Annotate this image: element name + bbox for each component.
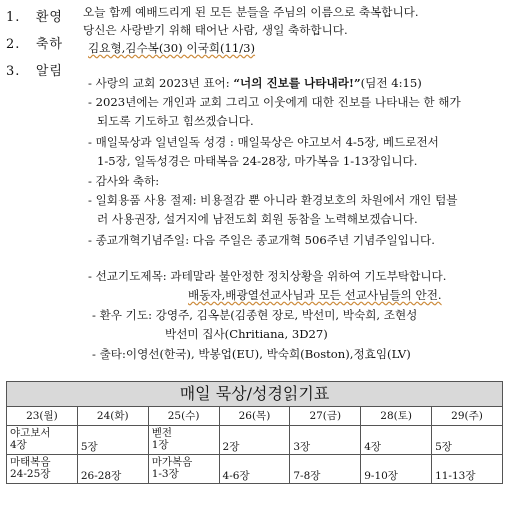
table-cell: 7-8장 — [290, 455, 361, 484]
table-cell: 5장 — [432, 426, 503, 455]
table-cell: 4장 — [361, 426, 432, 455]
table-cell: 26-28장 — [77, 455, 148, 484]
motto-text: “너의 진보를 나타내라!” — [233, 76, 361, 90]
notice-line: - 2023년에는 개인과 교회 그리고 이웃에게 대한 진보를 나타내는 한 해가 — [88, 95, 461, 109]
welcome-line: 오늘 함께 예배드리게 된 모든 분들을 주님의 이름으로 축복합니다. — [83, 5, 419, 19]
church-motto — [88, 74, 422, 92]
patient-prayer-cont: 박선미 집사(Chritiana, 3D27) — [165, 327, 328, 341]
birthday-message: 당신은 사랑받기 위해 태어난 사람, 생일 축하합니다. — [83, 23, 348, 37]
reading-table — [6, 381, 503, 484]
table-cell: 3장 — [290, 426, 361, 455]
section-label: 환영 — [35, 10, 63, 25]
table-cell: 9-10장 — [361, 455, 432, 484]
section-label: 축하 — [35, 37, 63, 52]
notice-line: 되도록 기도하고 힘쓰겠습니다. — [97, 114, 254, 128]
table-cell: 야고보서 4장 — [7, 426, 78, 455]
day-header: 26(목) — [219, 407, 290, 426]
table-cell: 11-13장 — [432, 455, 503, 484]
day-header: 25(수) — [148, 407, 219, 426]
section-number: 1. — [6, 10, 21, 25]
section-celebrate — [6, 33, 63, 52]
table-cell: 2장 — [219, 426, 290, 455]
table-row — [7, 455, 503, 484]
table-cell: 5장 — [77, 426, 148, 455]
notice-line: 러 사용권장, 설거지에 남전도회 회원 동참을 노력해보겠습니다. — [97, 212, 418, 226]
missionary-safety: 배동자,배광열선교사님과 모든 선교사님들의 안전. — [188, 288, 442, 302]
table-cell: 벧전 1장 — [148, 426, 219, 455]
day-header: 24(화) — [77, 407, 148, 426]
birthday-names: 김요형,김수복(30) 이국희(11/3) — [88, 41, 256, 55]
table-cell: 마태복음 24-25장 — [7, 455, 78, 484]
notice-line: - 종교개혁기념주일: 다음 주일은 종교개혁 506주년 기념주일입니다. — [88, 233, 435, 247]
day-header: 28(토) — [361, 407, 432, 426]
table-row — [7, 426, 503, 455]
section-number: 2. — [6, 37, 21, 52]
table-cell: 마가복음 1-3장 — [148, 455, 219, 484]
mission-prayer: - 선교기도제목: 과테말라 불안정한 정치상황을 위하여 기도부탁합니다. — [88, 269, 447, 283]
section-label: 알림 — [35, 64, 63, 79]
section-welcome — [6, 6, 63, 25]
travel-notice: - 출타:이영선(한국), 박봉업(EU), 박숙희(Boston),정효임(LV) — [92, 347, 411, 361]
notice-line: - 감사와 축하: — [88, 174, 160, 188]
section-notices — [6, 60, 63, 79]
day-header: 27(금) — [290, 407, 361, 426]
patient-prayer: - 환우 기도: 강영주, 김옥분(김종현 장로, 박선미, 박숙희, 조현성 — [92, 308, 418, 322]
motto-reference: (딤전 4:15) — [360, 76, 422, 90]
section-number: 3. — [6, 64, 21, 79]
day-header: 23(월) — [7, 407, 78, 426]
notice-line: 1-5장, 일독성경은 마태복음 24-28장, 마가복음 1-13장입니다. — [97, 154, 418, 168]
table-title: 매일 묵상/성경읽기표 — [7, 382, 503, 407]
motto-prefix: - 사랑의 교회 2023년 표어: — [88, 76, 234, 90]
notice-line: - 일회용품 사용 절제: 비용절감 뿐 아니라 환경보호의 차원에서 개인 텀블 — [88, 193, 458, 207]
table-header-row — [7, 407, 503, 426]
day-header: 29(주) — [432, 407, 503, 426]
notice-line: - 매일묵상과 일년일독 성경 : 매일묵상은 야고보서 4-5장, 베드로전서 — [88, 135, 439, 149]
table-cell: 4-6장 — [219, 455, 290, 484]
